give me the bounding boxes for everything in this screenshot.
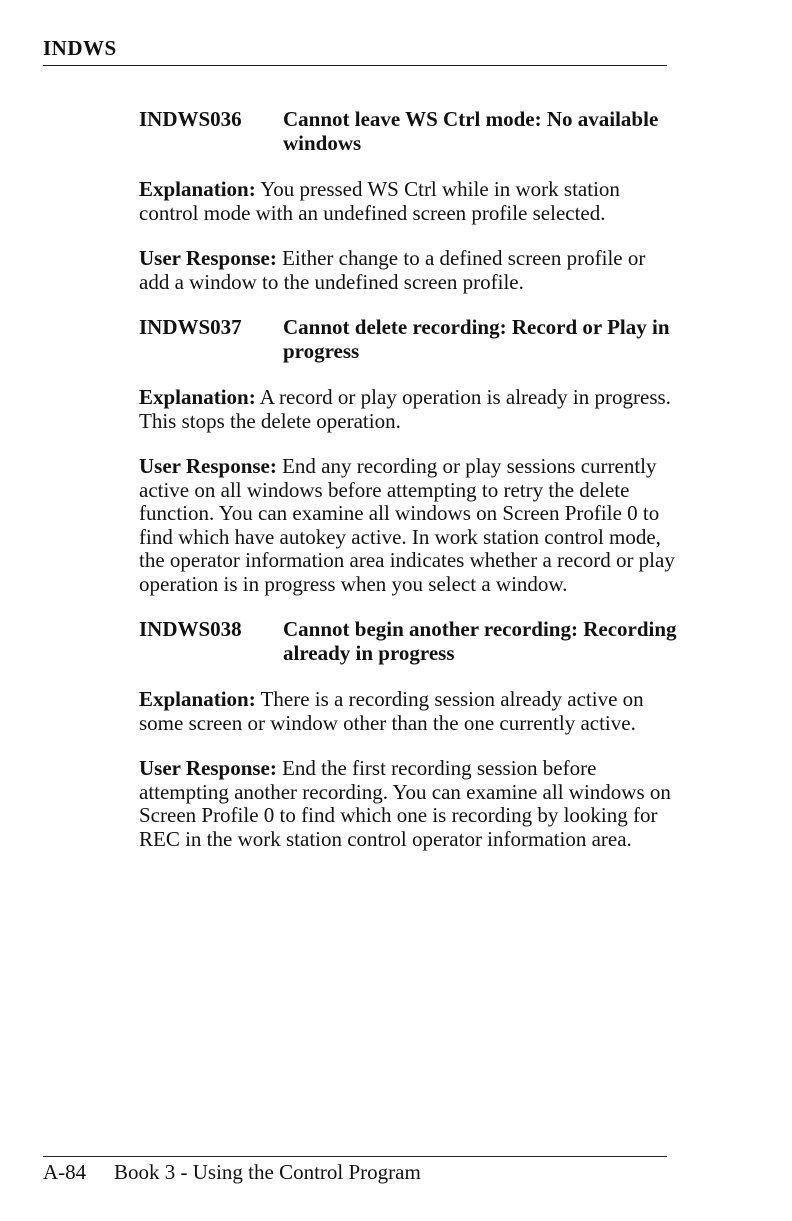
user-response-text: End any recording or play sessions currently active on all windows before attempting to retry the delete function. You can examine all windows on Screen Profile 0 to find which have autokey active. In work station control mode, the operator information area indicates whether a record or play operation is in progress when you select a window. [139, 454, 675, 596]
message-title: Cannot leave WS Ctrl mode: No available windows [283, 107, 659, 155]
user-response-paragraph [139, 455, 679, 596]
page-footer [43, 1160, 421, 1185]
message-title: Cannot delete recording: Record or Play in progress [283, 315, 670, 363]
book-title: Book 3 - Using the Control Program [114, 1160, 421, 1184]
user-response-label: User Response: [139, 756, 277, 780]
explanation-paragraph [139, 386, 679, 433]
explanation-label: Explanation: [139, 177, 256, 201]
message-entry [139, 618, 679, 851]
page-number: A-84 [43, 1160, 87, 1184]
header-rule [43, 65, 667, 66]
message-heading [139, 108, 679, 155]
user-response-text: End the first recording session before attempting another recording. You can examine all windows on Screen Profile 0 to find which one is recording by looking for REC in the work station control operator information area. [139, 756, 671, 851]
explanation-label: Explanation: [139, 687, 256, 711]
message-title: Cannot begin another recording: Recording already in progress [283, 617, 677, 665]
message-entry [139, 316, 679, 596]
user-response-paragraph [139, 757, 679, 851]
message-id: INDWS037 [139, 315, 242, 339]
message-entry [139, 108, 679, 294]
footer-rule [43, 1156, 667, 1157]
explanation-text: You pressed WS Ctrl while in work station control mode with an undefined screen profile selected. [139, 177, 620, 225]
explanation-text: There is a recording session already active on some screen or window other than the one currently active. [139, 687, 644, 735]
message-heading [139, 316, 679, 363]
user-response-label: User Response: [139, 246, 277, 270]
message-id: INDWS036 [139, 107, 242, 131]
user-response-label: User Response: [139, 454, 277, 478]
explanation-paragraph [139, 178, 679, 225]
explanation-text: A record or play operation is already in progress. This stops the delete operation. [139, 385, 671, 433]
message-heading [139, 618, 679, 665]
message-list [139, 108, 679, 873]
explanation-label: Explanation: [139, 385, 256, 409]
message-id: INDWS038 [139, 617, 242, 641]
user-response-text: Either change to a defined screen profile or add a window to the undefined screen profile. [139, 246, 646, 294]
user-response-paragraph [139, 247, 679, 294]
running-head: INDWS [43, 36, 117, 60]
explanation-paragraph [139, 688, 679, 735]
